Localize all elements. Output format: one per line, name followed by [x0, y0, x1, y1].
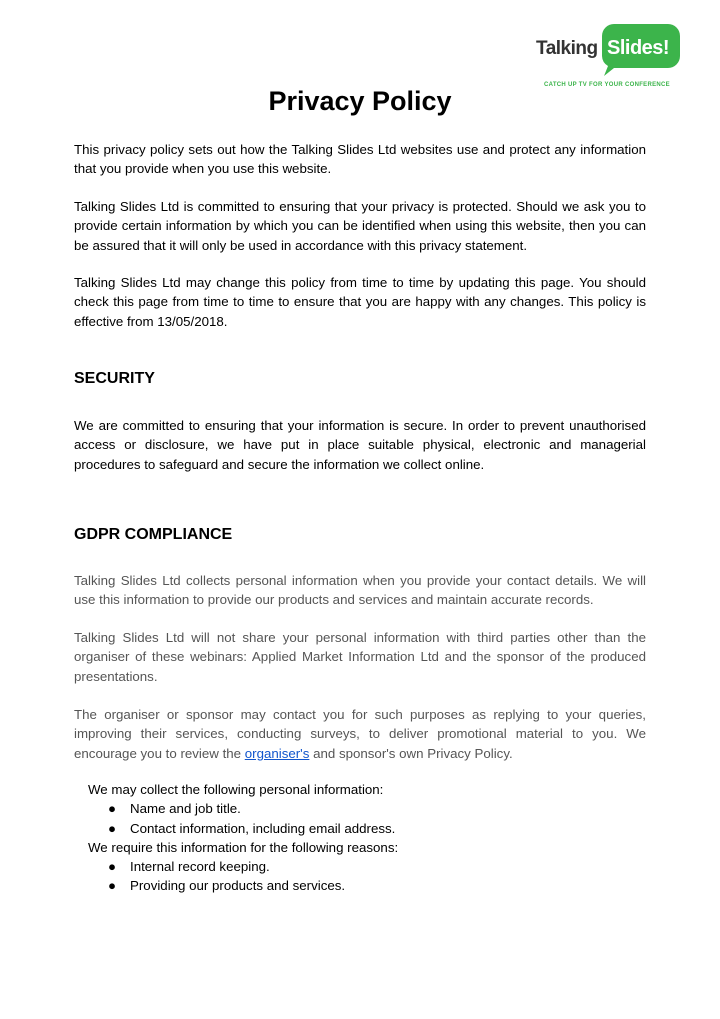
- gdpr-paragraph-1: [74, 571, 646, 610]
- list-item: [88, 799, 648, 818]
- reasons-intro: We require this information for the following reasons:: [88, 839, 399, 855]
- talking-slides-logo: [534, 20, 674, 92]
- bullet-icon: ●: [108, 859, 117, 875]
- gdpr-text-3: [74, 705, 646, 763]
- intro-text-2: Talking Slides Ltd is committed to ensuring that your privacy is protected. Should we ask you to provide certain information by which you can be identified when using this website, then you can be assured that it will only be used in accordance with this privacy statement.: [74, 199, 646, 253]
- gdpr-text-1: Talking Slides Ltd collects personal information when you provide your contact details. We will use this information to provide our products and services and maintain accurate records.: [74, 573, 646, 608]
- collect-list: [88, 799, 648, 838]
- gdpr-paragraph-3: [74, 705, 646, 763]
- list-item-text: Contact information, including email address.: [130, 820, 396, 836]
- reasons-list: [88, 857, 648, 896]
- intro-paragraph-1: [74, 140, 646, 179]
- bullet-icon: ●: [108, 801, 117, 817]
- list-item: [88, 876, 648, 895]
- gdpr-text-3-before: The organiser or sponsor may contact you for such purposes as replying to your queries, improving their services, conducting surveys, to deliver promotional material to you. We encourage you to review the: [74, 707, 646, 761]
- security-paragraph: [74, 416, 646, 474]
- intro-paragraph-3: [74, 273, 646, 331]
- bullet-icon: ●: [108, 820, 117, 836]
- collect-intro: We may collect the following personal information:: [88, 782, 384, 797]
- gdpr-heading: GDPR COMPLIANCE: [74, 526, 233, 543]
- page-title: Privacy Policy: [268, 86, 452, 116]
- list-item-text: Providing our products and services.: [130, 878, 346, 894]
- list-item: [88, 857, 648, 876]
- list-item-text: Name and job title.: [130, 801, 241, 817]
- intro-text-1: This privacy policy sets out how the Talking Slides Ltd websites use and protect any information that you provide when you use this website.: [74, 142, 646, 177]
- list-item-text: Internal record keeping.: [130, 859, 270, 875]
- security-heading: SECURITY: [74, 370, 155, 387]
- logo-word-talking: Talking: [536, 38, 598, 59]
- list-item: [88, 819, 648, 838]
- logo-tagline: CATCH UP TV FOR YOUR CONFERENCE: [544, 82, 670, 88]
- logo-word-slides: Slides!: [607, 37, 670, 59]
- gdpr-text-2: Talking Slides Ltd will not share your personal information with third parties other than the organiser of these webinars: Applied Market Information Ltd and the sponsor of the produced presentations.: [74, 630, 646, 684]
- security-text: We are committed to ensuring that your information is secure. In order to prevent unauthorised access or disclosure, we have put in place suitable physical, electronic and managerial procedures to safeguard and secure the information we collect online.: [74, 418, 646, 472]
- organiser-privacy-link[interactable]: organiser's: [244, 745, 310, 761]
- gdpr-paragraph-2: [74, 628, 646, 686]
- gdpr-text-3-after: and sponsor's own Privacy Policy.: [309, 745, 513, 761]
- information-lists: [88, 780, 648, 896]
- bullet-icon: ●: [108, 878, 117, 894]
- intro-text-3: Talking Slides Ltd may change this policy from time to time by updating this page. You should check this page from time to time to ensure that you are happy with any changes. This policy is effective from 13/05/2018.: [74, 275, 646, 329]
- intro-paragraph-2: [74, 197, 646, 255]
